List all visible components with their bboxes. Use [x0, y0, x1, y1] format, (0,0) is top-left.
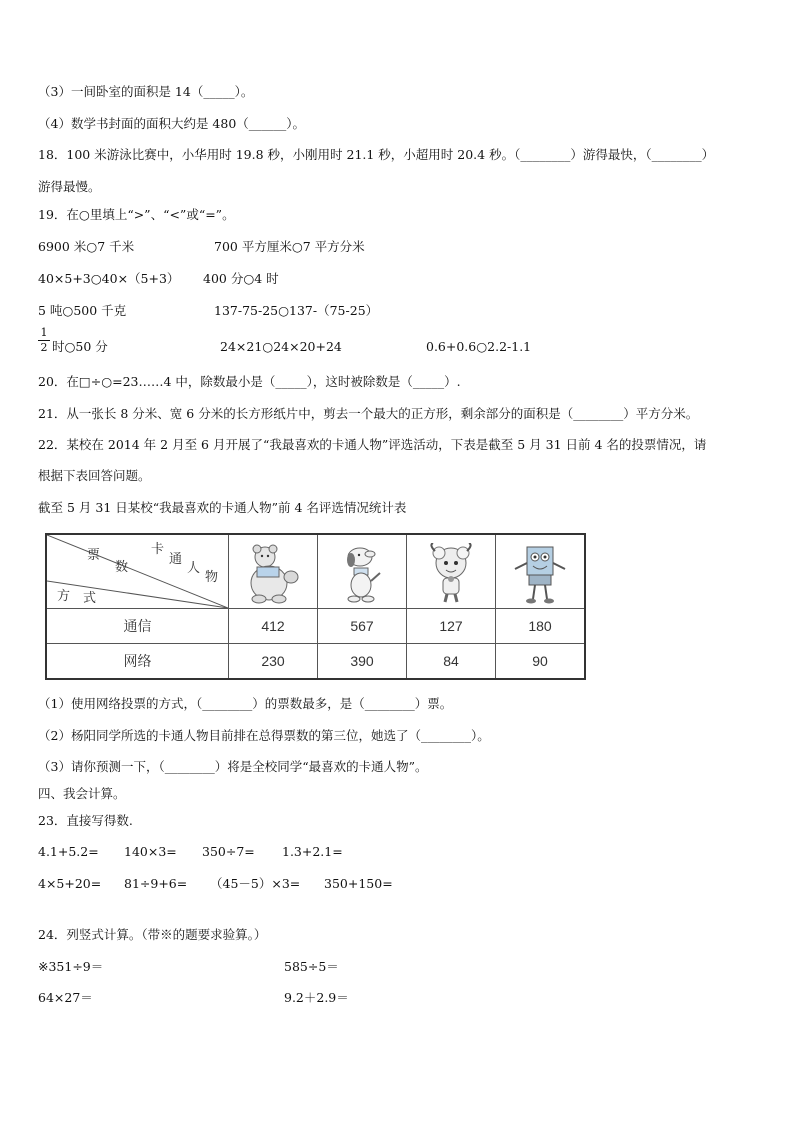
- calc-3: 350÷7=: [202, 844, 255, 859]
- compare-row2-b: 400 分○4 时: [203, 271, 279, 286]
- diag-bottom-1: 方: [57, 589, 71, 604]
- problem-3: （3）一间卧室的面积是 14（_____）。: [38, 84, 254, 99]
- vertical-calc-1: ※351÷9＝: [38, 959, 104, 974]
- table-cell: 127: [407, 609, 496, 644]
- snoopy-icon: [334, 543, 390, 605]
- compare-row4-a: 时○50 分: [52, 339, 108, 354]
- question-20: 20．在□÷○=23……4 中，除数最小是（_____），这时被除数是（_____）.: [38, 374, 461, 389]
- question-21: 21．从一张长 8 分米、宽 6 分米的长方形纸片中，剪去一个最大的正方形，剩余部分的面积是（________）平方分米。: [38, 406, 699, 421]
- diag-top-4: 物: [205, 570, 219, 585]
- calc-2: 140×3=: [124, 844, 177, 859]
- compare-row2-a: 40×5+3○40×（5+3）: [38, 271, 180, 286]
- vote-statistics-table: [45, 533, 586, 680]
- diag-bottom-2: 式: [83, 591, 97, 606]
- calc-4: 1.3+2.1=: [282, 844, 343, 859]
- table-cell: 230: [229, 644, 318, 680]
- compare-row4-c: 0.6+0.6○2.2-1.1: [426, 339, 532, 354]
- calc-8: 350+150=: [324, 876, 393, 891]
- table-cell: 390: [318, 644, 407, 680]
- pleasant-goat-cell: [407, 534, 496, 609]
- fraction-numerator: 1: [40, 326, 48, 339]
- question-19: 19．在○里填上“>”、“<”或“=”。: [38, 207, 235, 222]
- compare-row3-b: 137-75-25○137-（75-25）: [214, 303, 379, 318]
- pooh-cell: [229, 534, 318, 609]
- calc-5: 4×5+20=: [38, 876, 102, 891]
- spongebob-icon: [509, 543, 571, 605]
- question-24: 24．列竖式计算。（带※的题要求验算。）: [38, 927, 267, 942]
- table-cell: 180: [496, 609, 586, 644]
- subquestion-3: （3）请你预测一下，（________）将是全校同学“最喜欢的卡通人物”。: [38, 759, 428, 774]
- vertical-calc-4: 9.2＋2.9＝: [284, 990, 349, 1005]
- vertical-calc-3: 64×27＝: [38, 990, 93, 1005]
- table-row-network: [46, 644, 585, 680]
- calc-7: （45－5）×3=: [210, 876, 301, 891]
- calc-1: 4.1+5.2=: [38, 844, 99, 859]
- snoopy-cell: [318, 534, 407, 609]
- compare-row1-b: 700 平方厘米○7 平方分米: [214, 239, 365, 254]
- diag-top-3: 人: [187, 561, 201, 576]
- vertical-calc-2: 585÷5＝: [284, 959, 339, 974]
- section-4-heading: 四、我会计算。: [38, 786, 126, 801]
- table-cell: 567: [318, 609, 407, 644]
- question-18-line2: 游得最慢。: [38, 179, 101, 194]
- fraction-denominator: 2: [40, 341, 48, 354]
- compare-row3-a: 5 吨○500 千克: [38, 303, 127, 318]
- compare-row1-a: 6900 米○7 千米: [38, 239, 135, 254]
- row-label: 网络: [46, 644, 229, 680]
- question-22-line1: 22．某校在 2014 年 2 月至 6 月开展了“我最喜欢的卡通人物”评选活动，下表是截至 5 月 31 日前 4 名的投票情况，请: [38, 437, 707, 452]
- table-caption: 截至 5 月 31 日某校“我最喜欢的卡通人物”前 4 名评选情况统计表: [38, 500, 407, 515]
- question-23: 23．直接写得数.: [38, 813, 133, 828]
- table-cell: 84: [407, 644, 496, 680]
- subquestion-2: （2）杨阳同学所选的卡通人物目前排在总得票数的第三位，她选了（________）。: [38, 728, 490, 743]
- spongebob-cell: [496, 534, 586, 609]
- problem-4: （4）数学书封面的面积大约是 480（______）。: [38, 116, 306, 131]
- row-label: 通信: [46, 609, 229, 644]
- diag-top-1: 卡: [151, 542, 165, 557]
- compare-row4-b: 24×21○24×20+24: [220, 339, 342, 354]
- diag-mid-1: 票: [87, 548, 101, 563]
- diag-mid-2: 数: [115, 560, 129, 575]
- table-row-telecom: [46, 609, 585, 644]
- question-22-line2: 根据下表回答问题。: [38, 468, 151, 483]
- pleasant-goat-icon: [423, 543, 479, 605]
- diagonal-header-cell: [46, 534, 229, 609]
- subquestion-1: （1）使用网络投票的方式，（________）的票数最多，是（________）票。: [38, 696, 453, 711]
- diag-top-2: 通: [169, 552, 183, 567]
- table-cell: 90: [496, 644, 586, 680]
- pooh-bear-icon: [243, 543, 303, 605]
- calc-6: 81÷9+6=: [124, 876, 188, 891]
- fraction-one-half: [38, 327, 50, 354]
- question-18-line1: 18．100 米游泳比赛中，小华用时 19.8 秒，小刚用时 21.1 秒，小超用时 20.4 秒。（________）游得最快，（________）: [38, 147, 715, 162]
- table-cell: 412: [229, 609, 318, 644]
